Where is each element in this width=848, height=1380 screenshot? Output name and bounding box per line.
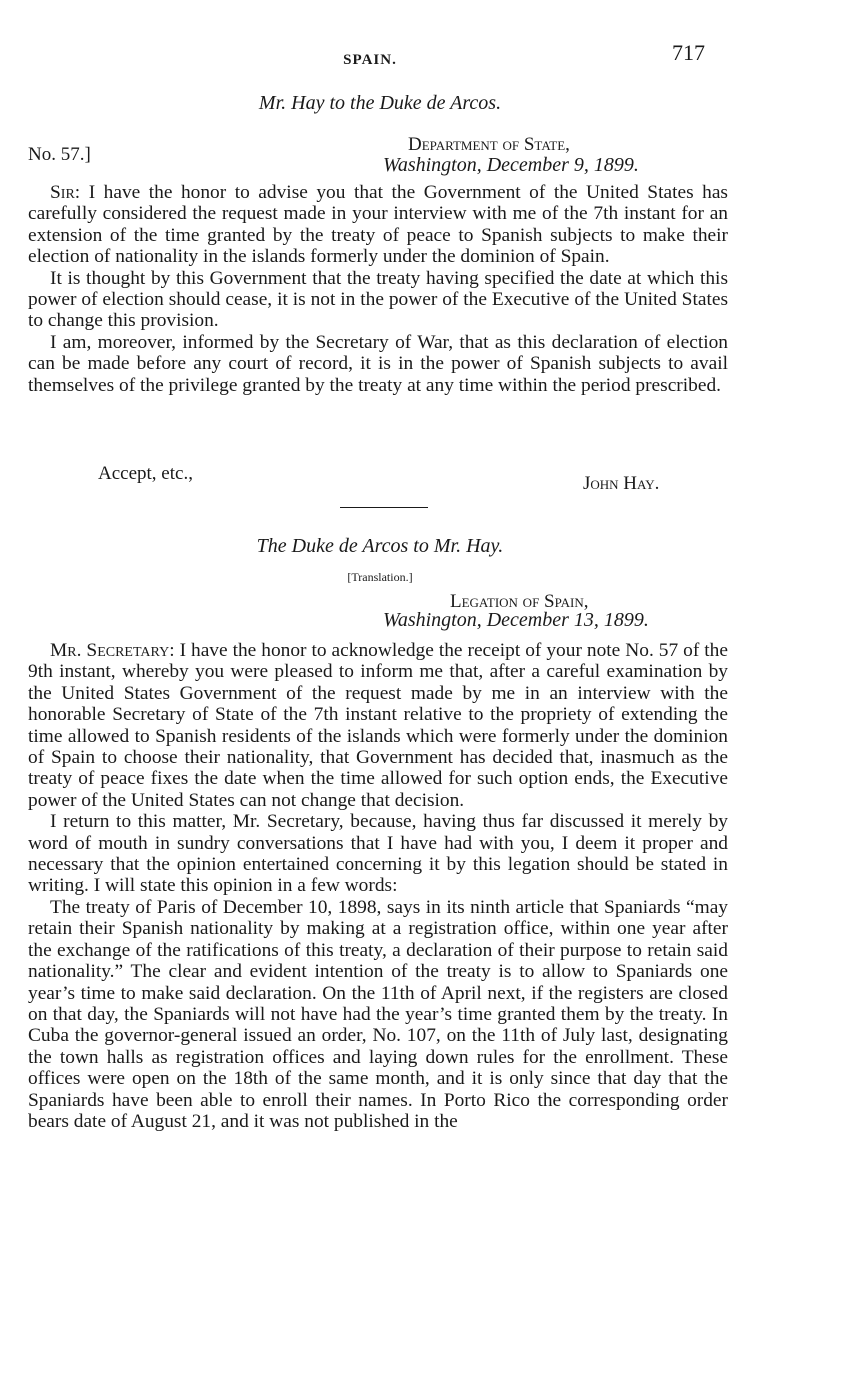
letter1-heading: Mr. Hay to the Duke de Arcos. [258,92,502,114]
letter1-paragraph: I am, moreover, informed by the Secretary of War, that as this declaration of election can be made before any court of record, it is in the power of Spanish subjects to avail themselves of the privilege granted by the treaty at any time within the period prescribed. [28,331,728,396]
letter1-paragraph: It is thought by this Government that the treaty having specified the date at which this power of election should cease, it is not in the power of the Executive of the United States to change this provision. [28,267,728,332]
letter1-department: Department of State, [408,134,570,155]
letter2-body [28,640,728,1132]
letter1-closing: Accept, etc., [98,463,193,484]
letter1-salutation: Sir: [50,182,81,203]
page-number: 717 [672,40,705,65]
letter2-paragraph: The treaty of Paris of December 10, 1898, says in its ninth article that Spaniards “may retain their Spanish nationality by making at a registration office, within one year after the exchange of the ratifications of this treaty, a declaration of their purpose to retain said nationality.” The clear and evident intention of the treaty is to allow to Spaniards one year’s time to make said declaration. On the 11th of April next, if the registers are closed on that day, the Spaniards will not have had the year’s time granted them by the treaty. In Cuba the governor-general issued an order, No. 107, on the 11th of July last, designating the town halls as registration offices and laying down rules for the enrollment. These offices were open on the 18th of the same month, and it is only since that day that the Spaniards have been able to enroll their names. In Porto Rico the corresponding order bears date of August 21, and it was not published in the [28,896,728,1132]
translation-note: [Translation.] [347,570,413,584]
letter2-paragraph: Mr. Secretary: I have the honor to acknowledge the receipt of your note No. 57 of the 9th instant, whereby you were pleased to inform me that, after a careful examination by the United States Government of the request made by me in an interview with the honorable Secretary of State of the 7th instant relative to the propriety of extending the time allowed to Spanish residents of the islands which were formerly under the dominion of Spain to choose their nationality, that Government has decided that, inasmuch as the treaty of peace fixes the date when the time allowed for such option ends, the Executive power of the United States can not change that decision. [28,640,728,811]
letter2-paragraph: I return to this matter, Mr. Secretary, because, having thus far discussed it merely by word of mouth in sundry conversations that I have had with you, I deem it proper and necessary that the opinion entertained concerning it by this legation should be stated in writing. I will state this opinion in a few words: [28,811,728,897]
letter1-place-date: Washington, December 9, 1899. [383,154,639,176]
letter2-heading: The Duke de Arcos to Mr. Hay. [256,535,504,557]
letter1-body [28,182,728,396]
section-divider [340,507,428,508]
letter1-signature: John Hay. [583,473,660,494]
note-number: No. 57.] [28,144,91,165]
letter2-place-date: Washington, December 13, 1899. [383,609,649,631]
letter2-legation: Legation of Spain, [450,591,589,612]
letter1-paragraph: Sir: I have the honor to advise you that the Government of the United States has carefully considered the request made in your interview with me of the 7th instant for an extension of the time granted by the treaty of peace to Spanish subjects to make their election of nationality in the islands formerly under the dominion of Spain. [28,182,728,268]
letter2-salutation: Mr. Secretary: [50,640,175,661]
running-header: SPAIN. [343,52,397,68]
